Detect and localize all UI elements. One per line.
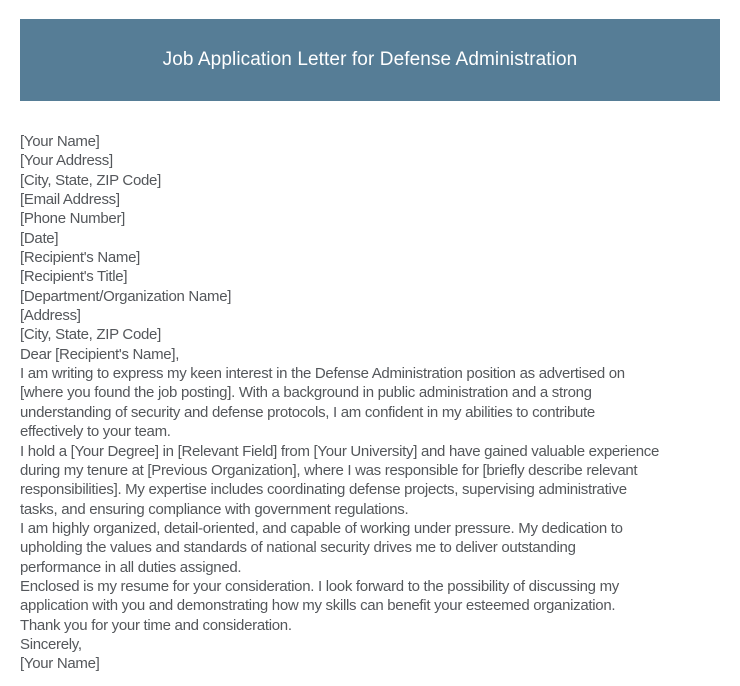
letter-line: during my tenure at [Previous Organization], where I was responsible for [briefly describe relevant	[20, 461, 638, 479]
letter-line: [Date]	[20, 229, 59, 247]
letter-line: Thank you for your time and consideration.	[20, 616, 292, 634]
letter-line: Dear [Recipient's Name],	[20, 345, 180, 363]
letter-line: Enclosed is my resume for your consideration. I look forward to the possibility of discussing my	[20, 577, 619, 595]
letter-header	[20, 19, 720, 101]
letter-line: tasks, and ensuring compliance with government regulations.	[20, 500, 409, 518]
letter-line: [Recipient's Title]	[20, 268, 128, 286]
letter-line: [Your Address]	[20, 152, 113, 170]
letter-line: [Phone Number]	[20, 210, 126, 228]
letter-line: [City, State, ZIP Code]	[20, 326, 161, 344]
letter-line: I am highly organized, detail-oriented, and capable of working under pressure. My dedication to	[20, 519, 623, 537]
letter-line: [Recipient's Name]	[20, 249, 141, 267]
letter-line: Sincerely,	[20, 635, 82, 653]
letter-line: I am writing to express my keen interest in the Defense Administration position as advertised on	[20, 365, 625, 383]
letter-line: effectively to your team.	[20, 423, 171, 441]
letter-line: I hold a [Your Degree] in [Relevant Field] from [Your University] and have gained valuable experience	[20, 442, 659, 460]
letter-line: [City, State, ZIP Code]	[20, 171, 161, 189]
letter-line: application with you and demonstrating how my skills can benefit your esteemed organization.	[20, 597, 616, 615]
letter-line: [Your Name]	[20, 133, 100, 150]
letter-line: performance in all duties assigned.	[20, 558, 242, 576]
letter-title: Job Application Letter for Defense Administration	[162, 49, 578, 70]
letter-line: upholding the values and standards of national security drives me to deliver outstanding	[20, 539, 576, 557]
letter-line: understanding of security and defense protocols, I am confident in my abilities to contribute	[20, 403, 595, 421]
letter-body	[20, 132, 732, 674]
letter-line: [Email Address]	[20, 191, 120, 209]
letter-line: [Department/Organization Name]	[20, 287, 232, 305]
letter-line: [Address]	[20, 307, 81, 325]
letter-line: [Your Name]	[20, 655, 100, 673]
letter-line: responsibilities]. My expertise includes coordinating defense projects, supervising administrative	[20, 481, 627, 499]
letter-line: [where you found the job posting]. With a background in public administration and a strong	[20, 384, 592, 402]
